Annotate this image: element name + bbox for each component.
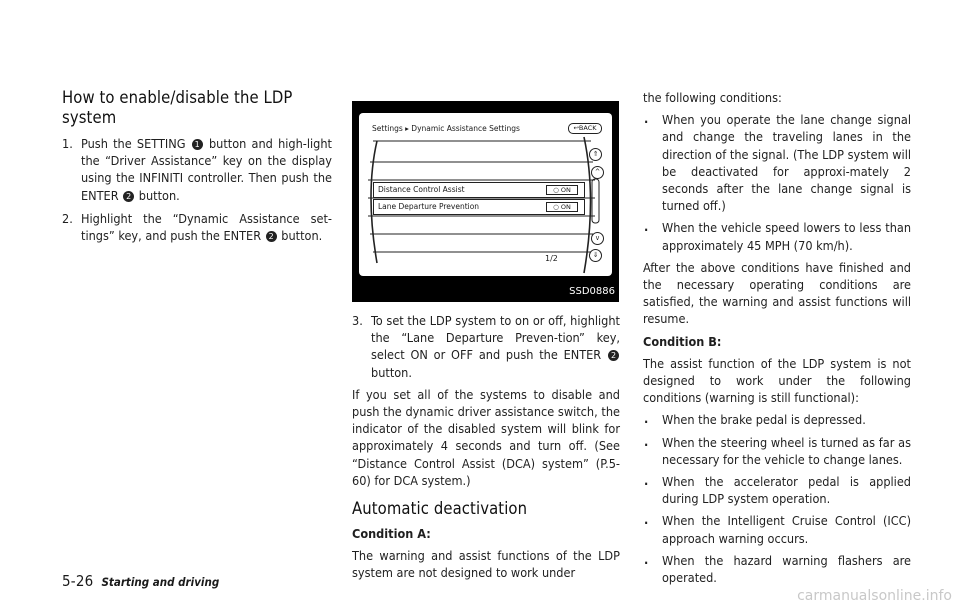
list-item: . When the brake pedal is depressed. (644, 411, 866, 428)
callout-1-icon: 1 (192, 139, 203, 150)
callout-2-icon: 2 (123, 191, 134, 202)
page-indicator: 1/2 (545, 254, 558, 263)
back-button[interactable]: ↩BACK (568, 123, 602, 134)
step-2: 2. Highlight the “Dynamic Assistance set-tings” key, and push the ENTER 2 button. (62, 210, 332, 244)
section-heading: How to enable/disable the LDP system (62, 88, 293, 127)
indicator-icon: ○ (553, 203, 561, 211)
section-name: Starting and driving (101, 575, 220, 589)
paragraph: The warning and assist functions of the LDP system are not designed to work under (352, 548, 620, 581)
breadcrumb: Settings ▸ Dynamic Assistance Settings (372, 124, 520, 133)
row-lane-departure-prevention[interactable]: Lane Departure Prevention ○ ON (373, 199, 585, 215)
page-footer (62, 572, 219, 590)
indicator-icon: ○ (553, 186, 561, 194)
list-item: . When you operate the lane change signal and change the traveling lanes in the direction of the signal. (The LDP system will be deactivated for approxi-mately 2 seconds after the lane change signal is turned off.) (644, 111, 911, 214)
scroll-down-icon[interactable]: v (591, 232, 604, 245)
display-screen (359, 113, 612, 276)
list-item: . When the vehicle speed lowers to less than approximately 45 MPH (70 km/h). (644, 219, 911, 253)
callout-2-icon: 2 (266, 231, 277, 242)
paragraph: The assist function of the LDP system is not designed to work under the following conditions (warning is still functional): (643, 355, 911, 406)
scroll-top-icon[interactable]: ⇑ (589, 148, 602, 161)
on-toggle[interactable]: ○ ON (546, 202, 578, 212)
settings-screen-figure (352, 101, 619, 302)
back-arrow-icon: ↩ (573, 124, 579, 132)
list-item: . When the hazard warning flashers are operated. (644, 551, 911, 586)
page-number: 5-26 (62, 572, 94, 590)
step-3: 3. To set the LDP system to on or off, highlight the “Lane Departure Preven-tion” key, select ON or OFF and push the ENTER 2 button. (352, 313, 620, 380)
paragraph: If you set all of the systems to disable and push the dynamic driver assistance switch, the indicator of the disabled system will blink for approximately 4 seconds and turn off. (See “Distance Control Assist (DCA) system” (P.5-60) for DCA system.) (352, 386, 620, 488)
on-toggle[interactable]: ○ ON (546, 185, 578, 195)
watermark: carmanualsonline.info (797, 588, 952, 604)
list-item: . When the steering wheel is turned as far as necessary for the vehicle to change lanes. (644, 433, 911, 467)
condition-b-label: Condition B: (643, 333, 722, 349)
callout-2-icon: 2 (608, 350, 619, 361)
scroll-up-icon[interactable]: ^ (591, 166, 604, 179)
step-1: 1. Push the SETTING 1 button and high-light the “Driver Assistance” key on the display using the INFINITI controller. Then push the ENTER 2 button. (62, 136, 332, 203)
scroll-bottom-icon[interactable]: ⇓ (589, 249, 602, 262)
figure-code: SSD0886 (569, 286, 615, 297)
paragraph: the following conditions: (643, 90, 782, 105)
row-distance-control-assist[interactable]: Distance Control Assist ○ ON (373, 182, 585, 198)
section-heading: Automatic deactivation (352, 499, 528, 519)
condition-a-label: Condition A: (352, 526, 431, 542)
list-item: . When the Intelligent Cruise Control (ICC) approach warning occurs. (644, 512, 911, 546)
paragraph: After the above conditions have finished and the necessary operating conditions are satisfied, the warning and assist functions will resume. (643, 259, 911, 327)
list-item: . When the accelerator pedal is applied during LDP system operation. (644, 473, 911, 507)
